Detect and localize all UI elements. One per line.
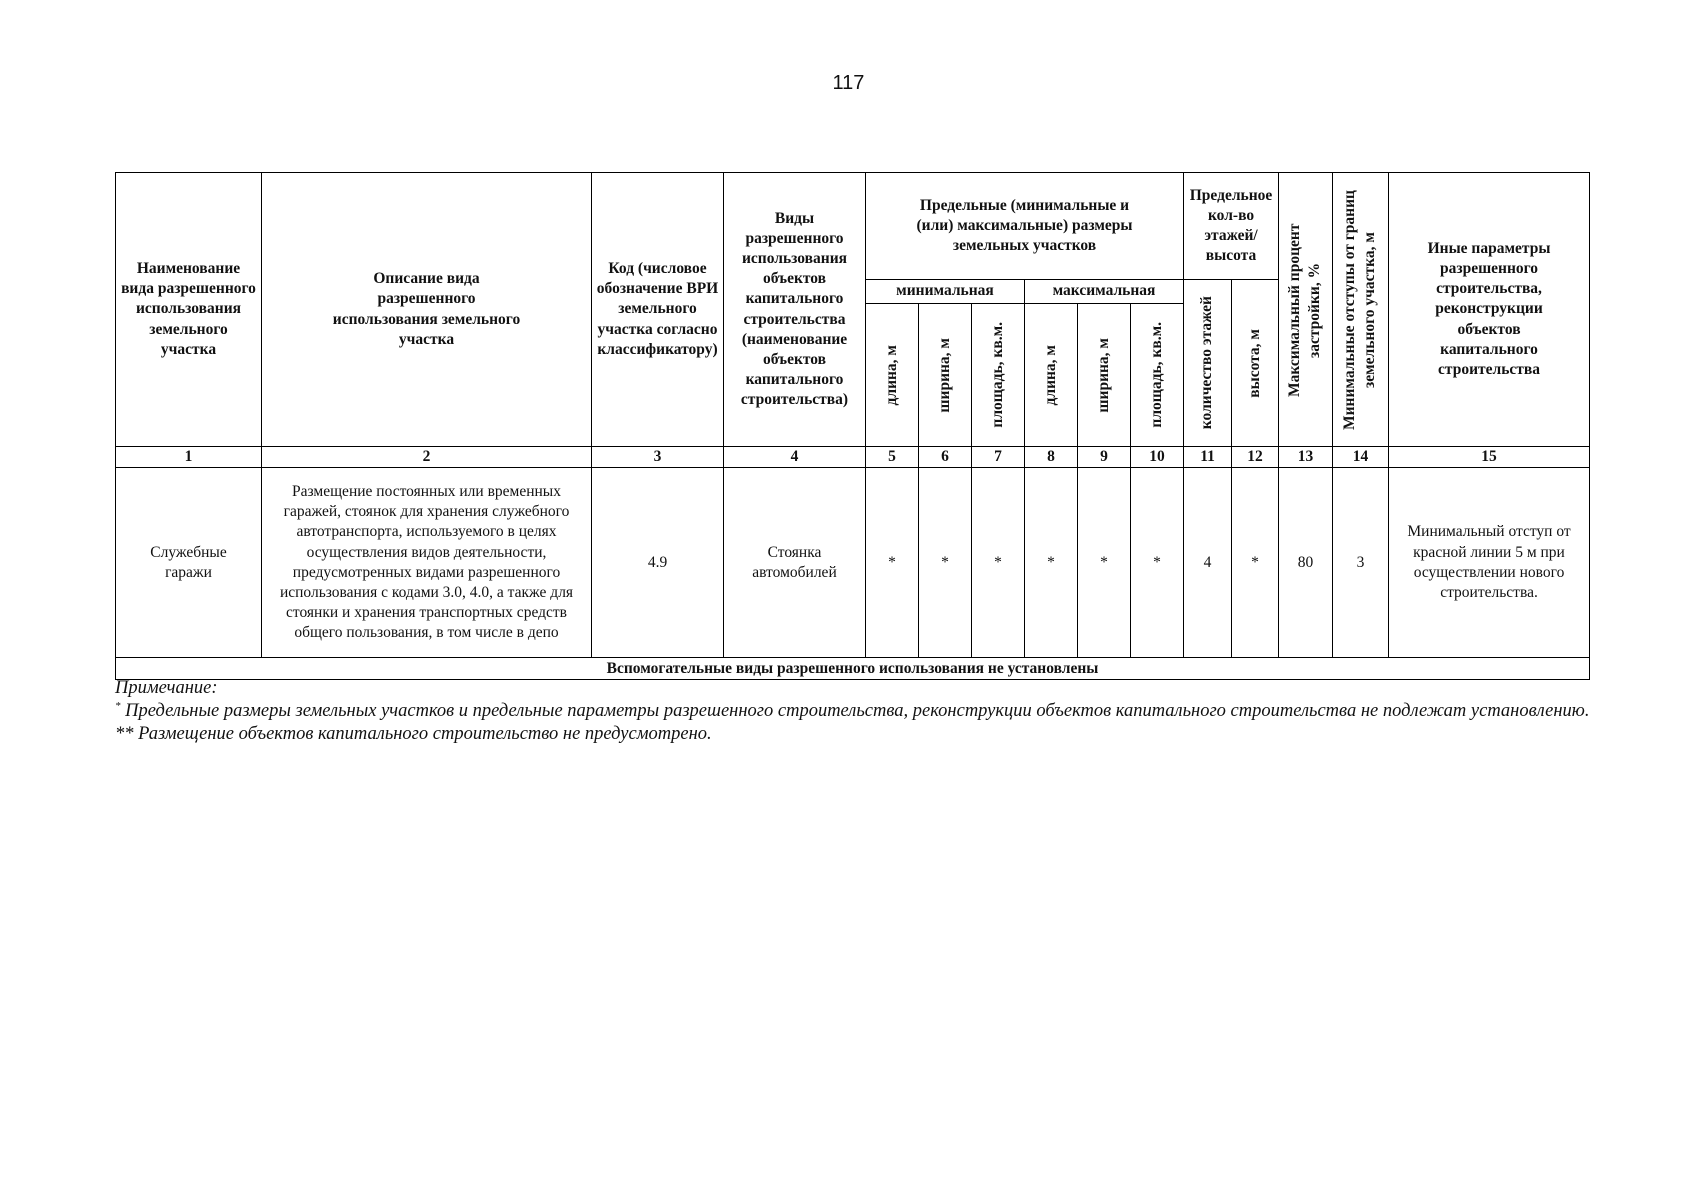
header-name-text: Наименование вида разрешенного использования земельного участка: [121, 260, 256, 358]
header-max-length: [1025, 304, 1078, 447]
header-floors-group: [1184, 173, 1279, 280]
column-number: 14: [1333, 447, 1389, 468]
header-min-width: [919, 304, 972, 447]
column-number-row: [116, 447, 1590, 468]
header-height: [1232, 280, 1279, 447]
column-number: 10: [1131, 447, 1184, 468]
table-row: [116, 468, 1590, 658]
note-2: ** Размещение объектов капитального строительство не предусмотрено.: [115, 724, 712, 745]
header-kinds: [724, 173, 866, 447]
header-min-setback: [1333, 173, 1389, 447]
header-min: минимальная: [866, 280, 1025, 304]
note-1-mark: *: [115, 700, 121, 713]
column-number: 6: [919, 447, 972, 468]
column-number: 7: [972, 447, 1025, 468]
cell-max-percent: 80: [1279, 468, 1333, 658]
cell-min-area: *: [972, 468, 1025, 658]
column-number: 5: [866, 447, 919, 468]
header-min-length-text: длина, м: [882, 344, 900, 406]
column-number: 9: [1078, 447, 1131, 468]
cell-name-text: Служебные гаражи: [150, 543, 227, 581]
cell-code: 4.9: [592, 468, 724, 658]
header-min-width-text: ширина, м: [935, 337, 953, 413]
column-number: 8: [1025, 447, 1078, 468]
column-number: 15: [1389, 447, 1590, 468]
cell-height: *: [1232, 468, 1279, 658]
header-min-setback-text: Минимальные отступы от границ земельного участка, м: [1341, 189, 1379, 430]
notes-title: Примечание:: [115, 678, 218, 698]
notes-block: [115, 677, 1595, 747]
cell-kinds: [724, 468, 866, 658]
cell-kinds-text: Стоянка автомобилей: [752, 543, 837, 581]
column-number: 12: [1232, 447, 1279, 468]
cell-max-width: *: [1078, 468, 1131, 658]
header-max-area: [1131, 304, 1184, 447]
header-description-text: Описание вида разрешенного использования земельного участка: [332, 270, 521, 348]
header-height-text: высота, м: [1245, 328, 1263, 398]
land-use-table: [115, 172, 1590, 680]
header-land-size-group-text: Предельные (минимальные и (или) максимальные) размеры земельных участков: [916, 196, 1133, 255]
header-row-1: [116, 173, 1590, 280]
cell-max-area: *: [1131, 468, 1184, 658]
column-number: 3: [592, 447, 724, 468]
header-max-width: [1078, 304, 1131, 447]
header-max-percent-text: Максимальный процент застройки, %: [1286, 222, 1324, 397]
column-number: 4: [724, 447, 866, 468]
cell-other-text: Минимальный отступ от красной линии 5 м при осуществлении нового строительства.: [1407, 523, 1571, 601]
column-number: 2: [262, 447, 592, 468]
cell-min-setback: 3: [1333, 468, 1389, 658]
note-1: [115, 700, 1595, 723]
header-max-length-text: длина, м: [1041, 344, 1059, 406]
header-max: максимальная: [1025, 280, 1184, 304]
column-number: 11: [1184, 447, 1232, 468]
header-other: [1389, 173, 1590, 447]
cell-description-text: Размещение постоянных или временных гаражей, стоянок для хранения служебного автотранспорта, используемого в целях осуществления видов деятельности, предусмотренных видами разрешенного использования с кодами 3.0, 4.0, а также для стоянки и хранения транспортных средств общего пользования, в том числе в депо: [279, 483, 574, 642]
header-other-text: Иные параметры разрешенного строительства, реконструкции объектов капитального строительства: [1427, 240, 1551, 378]
header-description: [262, 173, 592, 447]
cell-max-length: *: [1025, 468, 1078, 658]
header-floors-text: количество этажей: [1198, 296, 1216, 430]
page-number: 117: [832, 72, 865, 94]
header-code-text: Код (числовое обозначение ВРИ земельного участка согласно классификатору): [596, 260, 719, 358]
header-min-length: [866, 304, 919, 447]
header-max-width-text: ширина, м: [1094, 337, 1112, 413]
cell-min-width: *: [919, 468, 972, 658]
cell-description: [262, 468, 592, 658]
header-name: [116, 173, 262, 447]
cell-min-length: *: [866, 468, 919, 658]
header-min-area-text: площадь, кв.м.: [988, 322, 1006, 428]
auxiliary-note: Вспомогательные виды разрешенного использования не установлены: [116, 658, 1590, 680]
header-floors: [1184, 280, 1232, 447]
cell-name: [116, 468, 262, 658]
column-number: 1: [116, 447, 262, 468]
header-max-area-text: площадь, кв.м.: [1147, 322, 1165, 428]
header-min-area: [972, 304, 1025, 447]
note-1-text: Предельные размеры земельных участков и предельные параметры разрешенного строительства, реконструкции объектов капитального строительства не подлежат установлению.: [120, 701, 1590, 722]
cell-floors: 4: [1184, 468, 1232, 658]
column-number: 13: [1279, 447, 1333, 468]
cell-other: [1389, 468, 1590, 658]
header-floors-group-text: Предельное кол-во этажей/ высота: [1189, 186, 1273, 265]
header-max-percent: [1279, 173, 1333, 447]
header-kinds-text: Виды разрешенного использования объектов капитального строительства (наименование объектов капитального строительства): [740, 209, 849, 409]
header-land-size-group: [866, 173, 1184, 280]
header-code: [592, 173, 724, 447]
